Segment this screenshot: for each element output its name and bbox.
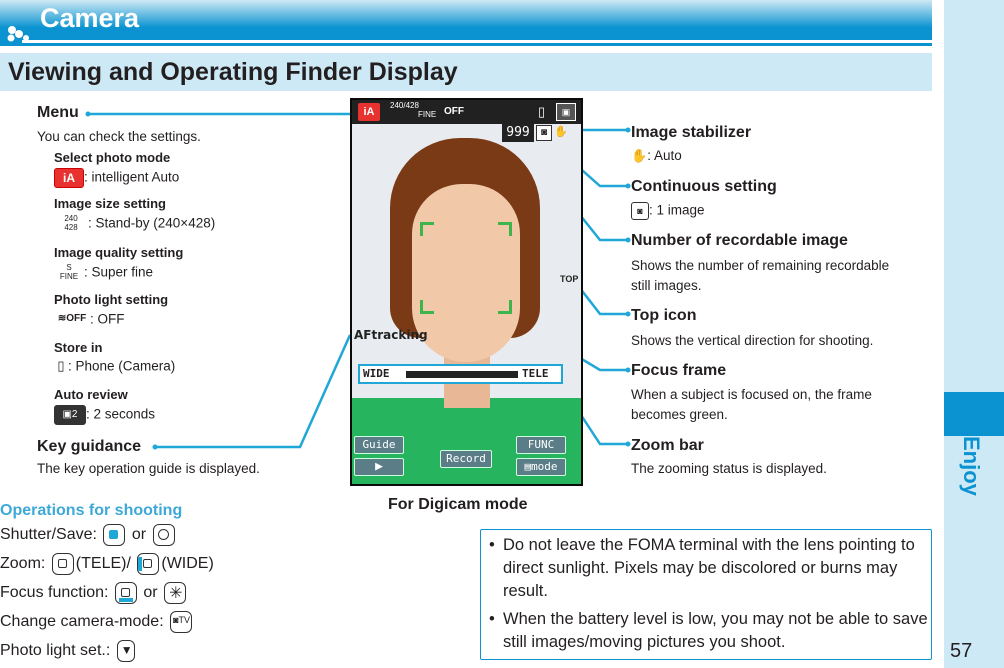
down-arrow-key-icon: ▼ [117, 640, 135, 662]
auto-review-value: : 2 seconds [86, 406, 156, 422]
menu-desc: You can check the settings. [37, 129, 201, 144]
continuous-icon: ◙ [536, 125, 552, 141]
af-tracking-label: AFtracking [354, 328, 428, 342]
image-quality-row [54, 263, 153, 283]
image-stabilizer-value: : Auto [647, 148, 682, 163]
zoom-tele-label: TELE [522, 367, 549, 380]
zoom-bar-label: Zoom bar [631, 437, 704, 454]
focus-frame-desc-1: When a subject is focused on, the frame [631, 387, 872, 402]
op-light [0, 640, 137, 662]
photo-light-value: : OFF [90, 311, 125, 327]
subject-face [412, 184, 520, 362]
film-icon: ▤ [524, 460, 532, 473]
status-store-icon: ▯ [538, 104, 546, 119]
store-in-title: Store in [54, 340, 103, 355]
image-quality-title: Image quality setting [54, 245, 184, 260]
phone-store-icon: ▯ [54, 357, 68, 377]
screen-status-bar [352, 100, 581, 124]
recordable-label: Number of recordable image [631, 232, 848, 249]
zoom-track [406, 371, 518, 378]
auto-review-icon: ▣2 [54, 405, 86, 425]
op-shutter [0, 524, 177, 546]
camera-tv-key-icon: ◙TV [170, 611, 192, 633]
op-focus-label: Focus function: [0, 584, 109, 602]
stabilizer-icon: ✋ [554, 126, 568, 138]
op-light-label: Photo light set.: [0, 642, 111, 660]
top-icon-desc: Shows the vertical direction for shooting. [631, 333, 874, 348]
image-quality-value: : Super fine [84, 264, 154, 280]
o-key-icon [153, 524, 175, 546]
softkey-play[interactable]: ▶ [354, 458, 404, 476]
op-focus-or: or [143, 584, 158, 602]
op-zoom-label: Zoom: [0, 555, 46, 573]
photo-light-title: Photo light setting [54, 292, 169, 307]
super-fine-icon: S FINE [54, 263, 84, 283]
zoom-bar [358, 364, 563, 384]
page-number: 57 [950, 640, 973, 662]
recordable-desc-2: still images. [631, 278, 702, 293]
key-guidance-label: Key guidance [37, 438, 142, 455]
asterisk-key-icon: ✳ [164, 582, 186, 604]
note-text-1: Do not leave the FOMA terminal with the lens pointing to direct sunlight. Pixels may be discolored or burns may result. [503, 536, 915, 600]
status-ia-icon: iA [358, 103, 380, 121]
op-zoom-tele: (TELE)/ [75, 555, 131, 573]
photo-mode-row [54, 168, 179, 188]
image-size-title: Image size setting [54, 196, 166, 211]
continuous-row [631, 202, 705, 220]
side-tab-label: Enjoy [959, 436, 984, 496]
focus-corner-tr [498, 222, 512, 236]
continuous-camera-icon: ◙ [631, 202, 649, 220]
store-in-value: : Phone (Camera) [68, 358, 176, 374]
op-focus [0, 582, 188, 604]
top-icon: TOP [560, 274, 579, 284]
screen-caption: For Digicam mode [388, 496, 528, 513]
continuous-value: : 1 image [649, 202, 705, 218]
focus-frame-label: Focus frame [631, 362, 727, 379]
focus-corner-tl [420, 222, 434, 236]
top-icon-label: Top icon [631, 307, 697, 324]
image-stabilizer-label: Image stabilizer [631, 124, 752, 141]
photo-light-row [54, 310, 125, 330]
softkey-func[interactable]: FUNC [516, 436, 566, 454]
recordable-desc-1: Shows the number of remaining recordable [631, 258, 890, 273]
image-size-value: : Stand-by (240×428) [88, 215, 216, 231]
menu-label: Menu [37, 104, 79, 121]
focus-frame-desc-2: becomes green. [631, 407, 728, 422]
intelligent-auto-icon: iA [54, 168, 84, 188]
zoom-wide-label: WIDE [363, 367, 390, 380]
store-in-row [54, 357, 175, 377]
op-shutter-or: or [131, 526, 147, 544]
focus-corner-br [498, 300, 512, 314]
auto-review-title: Auto review [54, 387, 128, 402]
multi-key-icon [115, 582, 137, 604]
note-text-2: When the battery level is low, you may not be able to save still images/moving pictures you shoot. [503, 610, 928, 651]
continuous-label: Continuous setting [631, 178, 777, 195]
zoom-bar-desc: The zooming status is displayed. [631, 461, 827, 476]
center-key-icon [103, 524, 125, 546]
down-key-icon [137, 553, 159, 575]
auto-review-row [54, 405, 155, 425]
photo-mode-value: : intelligent Auto [84, 169, 180, 185]
section-title: Viewing and Operating Finder Display [8, 58, 458, 86]
photo-mode-title: Select photo mode [54, 150, 171, 165]
up-key-icon [52, 553, 74, 575]
photo-light-off-icon: ≋OFF [54, 310, 90, 330]
chapter-title: Camera [40, 3, 140, 33]
image-size-row [54, 214, 215, 234]
status-size-icon: 240/428 [390, 101, 419, 110]
status-fine-icon: FINE [418, 110, 437, 119]
image-stabilizer-row [631, 148, 682, 164]
softkey-record[interactable]: Record [440, 450, 492, 468]
focus-corner-bl [420, 300, 434, 314]
note-1 [489, 534, 929, 603]
finder-screen [350, 98, 583, 486]
softkey-mode-label: mode [531, 460, 558, 473]
stabilizer-hand-icon: ✋ [631, 148, 648, 163]
recordable-count: 999 [502, 124, 534, 142]
softkey-mode[interactable] [516, 458, 566, 476]
status-light-icon: OFF [444, 106, 464, 117]
op-mode-label: Change camera-mode: [0, 613, 164, 631]
op-mode [0, 611, 194, 633]
image-size-icon: 240 428 [54, 214, 88, 234]
note-bullet-2: • [489, 610, 495, 628]
key-guidance-desc: The key operation guide is displayed. [37, 461, 260, 476]
op-shutter-label: Shutter/Save: [0, 526, 97, 544]
op-zoom-wide: (WIDE) [161, 555, 214, 573]
op-zoom [0, 553, 214, 575]
note-bullet-1: • [489, 536, 495, 554]
softkey-guide[interactable]: Guide [354, 436, 404, 454]
status-review-icon: ▣ [556, 103, 576, 121]
operations-title: Operations for shooting [0, 502, 183, 519]
note-2 [489, 608, 929, 654]
